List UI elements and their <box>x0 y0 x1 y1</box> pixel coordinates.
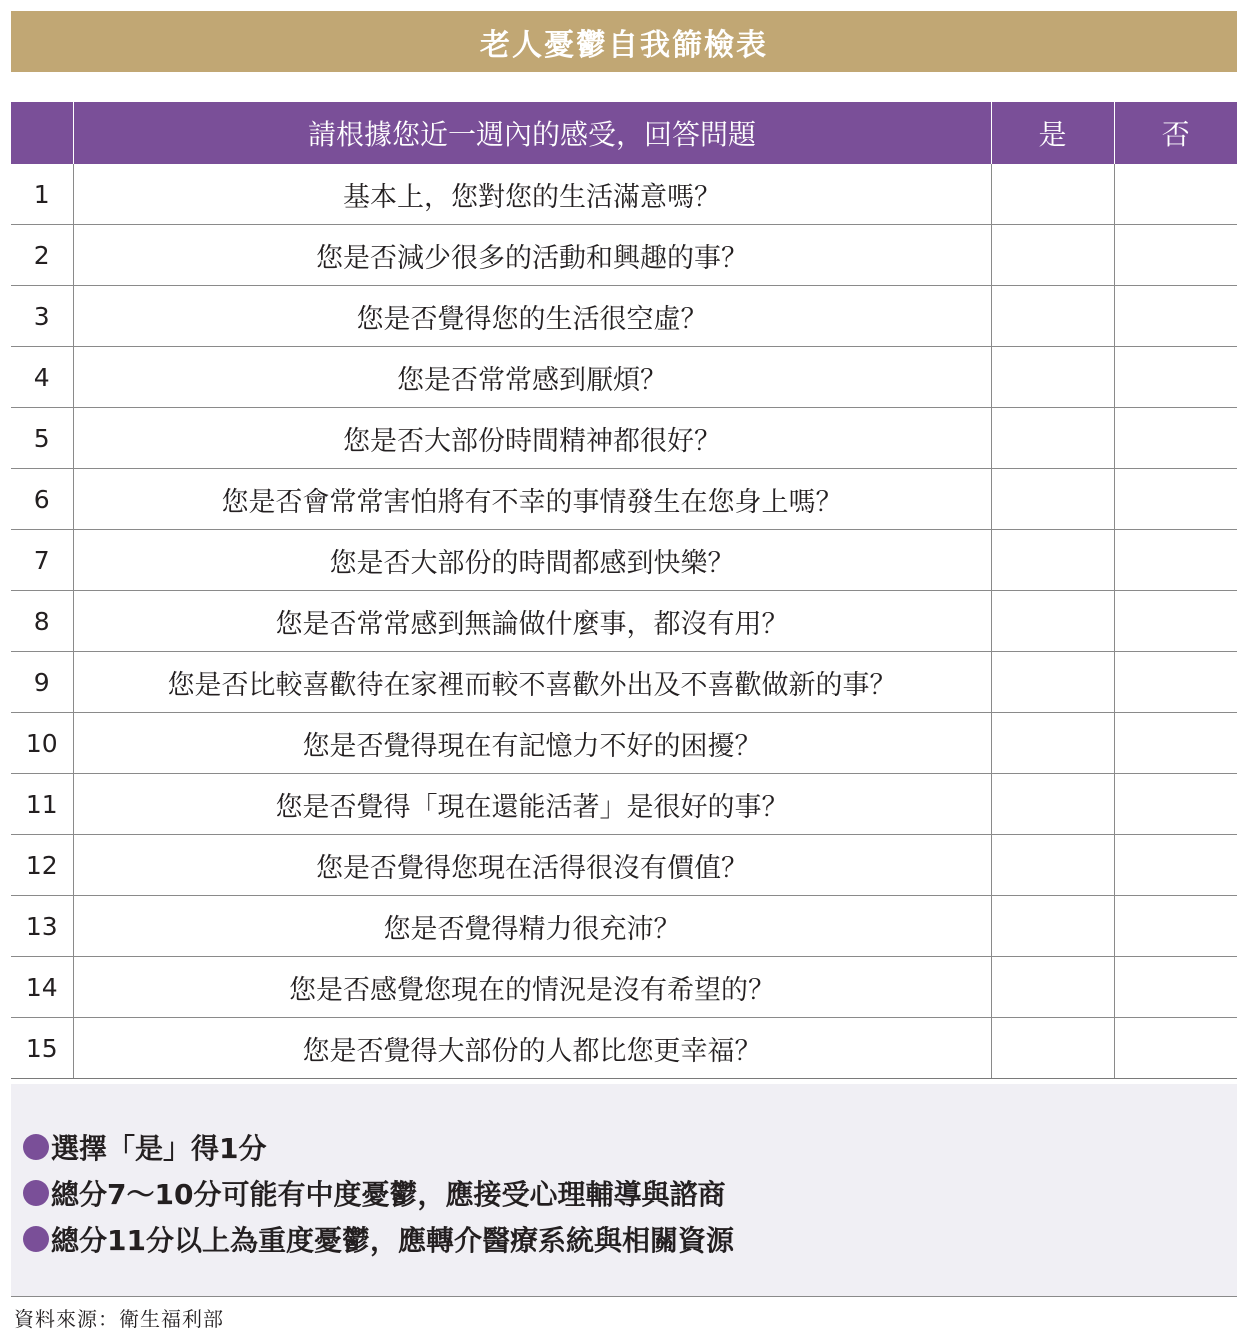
table-row <box>11 286 1237 347</box>
answer-no-cell[interactable] <box>1114 774 1237 835</box>
row-question: 基本上，您對您的生活滿意嗎？ <box>73 164 991 225</box>
page-title: 老人憂鬱自我篩檢表 <box>11 11 1237 72</box>
answer-yes-cell[interactable] <box>991 774 1114 835</box>
row-question: 您是否覺得您的生活很空虛？ <box>73 286 991 347</box>
answer-no-cell[interactable] <box>1114 286 1237 347</box>
table-row <box>11 774 1237 835</box>
header-number <box>11 102 73 164</box>
answer-no-cell[interactable] <box>1114 164 1237 225</box>
answer-no-cell[interactable] <box>1114 469 1237 530</box>
row-question: 您是否覺得大部份的人都比您更幸福？ <box>73 1018 991 1079</box>
row-question: 您是否大部份時間精神都很好？ <box>73 408 991 469</box>
table-row <box>11 713 1237 774</box>
answer-yes-cell[interactable] <box>991 164 1114 225</box>
answer-yes-cell[interactable] <box>991 347 1114 408</box>
row-question: 您是否覺得您現在活得很沒有價值？ <box>73 835 991 896</box>
answer-yes-cell[interactable] <box>991 713 1114 774</box>
row-number: 7 <box>11 530 73 591</box>
row-number: 11 <box>11 774 73 835</box>
table-header <box>11 102 1237 164</box>
answer-no-cell[interactable] <box>1114 713 1237 774</box>
answer-yes-cell[interactable] <box>991 286 1114 347</box>
answer-no-cell[interactable] <box>1114 652 1237 713</box>
row-number: 8 <box>11 591 73 652</box>
table-row <box>11 469 1237 530</box>
table-row <box>11 896 1237 957</box>
answer-yes-cell[interactable] <box>991 225 1114 286</box>
answer-no-cell[interactable] <box>1114 1018 1237 1079</box>
row-number: 6 <box>11 469 73 530</box>
answer-yes-cell[interactable] <box>991 1018 1114 1079</box>
answer-no-cell[interactable] <box>1114 591 1237 652</box>
answer-no-cell[interactable] <box>1114 347 1237 408</box>
row-question: 您是否常常感到無論做什麼事，都沒有用？ <box>73 591 991 652</box>
answer-yes-cell[interactable] <box>991 408 1114 469</box>
row-question: 您是否覺得現在有記憶力不好的困擾？ <box>73 713 991 774</box>
bullet-dot-icon <box>23 1180 49 1206</box>
row-number: 13 <box>11 896 73 957</box>
table-row <box>11 164 1237 225</box>
answer-no-cell[interactable] <box>1114 835 1237 896</box>
table-row <box>11 957 1237 1018</box>
row-question: 您是否覺得精力很充沛？ <box>73 896 991 957</box>
answer-yes-cell[interactable] <box>991 896 1114 957</box>
table-row <box>11 225 1237 286</box>
source-note: 資料來源：衛生福利部 <box>14 1307 224 1331</box>
table-row <box>11 530 1237 591</box>
answer-no-cell[interactable] <box>1114 957 1237 1018</box>
row-number: 10 <box>11 713 73 774</box>
header-question: 請根據您近一週內的感受，回答問題 <box>73 102 991 164</box>
row-question: 您是否比較喜歡待在家裡而較不喜歡外出及不喜歡做新的事？ <box>73 652 991 713</box>
row-question: 您是否減少很多的活動和興趣的事？ <box>73 225 991 286</box>
answer-no-cell[interactable] <box>1114 408 1237 469</box>
answer-no-cell[interactable] <box>1114 530 1237 591</box>
row-question: 您是否常常感到厭煩？ <box>73 347 991 408</box>
row-question: 您是否會常常害怕將有不幸的事情發生在您身上嗎？ <box>73 469 991 530</box>
row-number: 14 <box>11 957 73 1018</box>
row-number: 15 <box>11 1018 73 1079</box>
row-number: 3 <box>11 286 73 347</box>
row-question: 您是否感覺您現在的情況是沒有希望的？ <box>73 957 991 1018</box>
answer-yes-cell[interactable] <box>991 835 1114 896</box>
scoring-notes <box>11 1084 1237 1297</box>
notes-list <box>11 1084 1237 1262</box>
row-number: 12 <box>11 835 73 896</box>
answer-yes-cell[interactable] <box>991 469 1114 530</box>
bullet-dot-icon <box>23 1134 49 1160</box>
answer-yes-cell[interactable] <box>991 530 1114 591</box>
note-text: 總分11分以上為重度憂鬱，應轉介醫療系統與相關資源 <box>51 1224 734 1257</box>
note-text: 總分7～10分可能有中度憂鬱，應接受心理輔導與諮商 <box>51 1178 726 1211</box>
table-row <box>11 835 1237 896</box>
answer-yes-cell[interactable] <box>991 652 1114 713</box>
note-item <box>23 1124 1237 1170</box>
table-body <box>11 164 1237 1079</box>
answer-no-cell[interactable] <box>1114 225 1237 286</box>
header-yes: 是 <box>991 102 1114 164</box>
note-item <box>23 1216 1237 1262</box>
note-item <box>23 1170 1237 1216</box>
table-row <box>11 652 1237 713</box>
note-text: 選擇「是」得1分 <box>51 1132 267 1165</box>
row-question: 您是否大部份的時間都感到快樂？ <box>73 530 991 591</box>
answer-no-cell[interactable] <box>1114 896 1237 957</box>
row-number: 5 <box>11 408 73 469</box>
row-number: 4 <box>11 347 73 408</box>
answer-yes-cell[interactable] <box>991 957 1114 1018</box>
screening-table <box>11 102 1237 1079</box>
row-number: 9 <box>11 652 73 713</box>
table-row <box>11 408 1237 469</box>
row-question: 您是否覺得「現在還能活著」是很好的事？ <box>73 774 991 835</box>
row-number: 2 <box>11 225 73 286</box>
header-no: 否 <box>1114 102 1237 164</box>
table-row <box>11 347 1237 408</box>
row-number: 1 <box>11 164 73 225</box>
bullet-dot-icon <box>23 1226 49 1252</box>
table-row <box>11 591 1237 652</box>
table-row <box>11 1018 1237 1079</box>
answer-yes-cell[interactable] <box>991 591 1114 652</box>
